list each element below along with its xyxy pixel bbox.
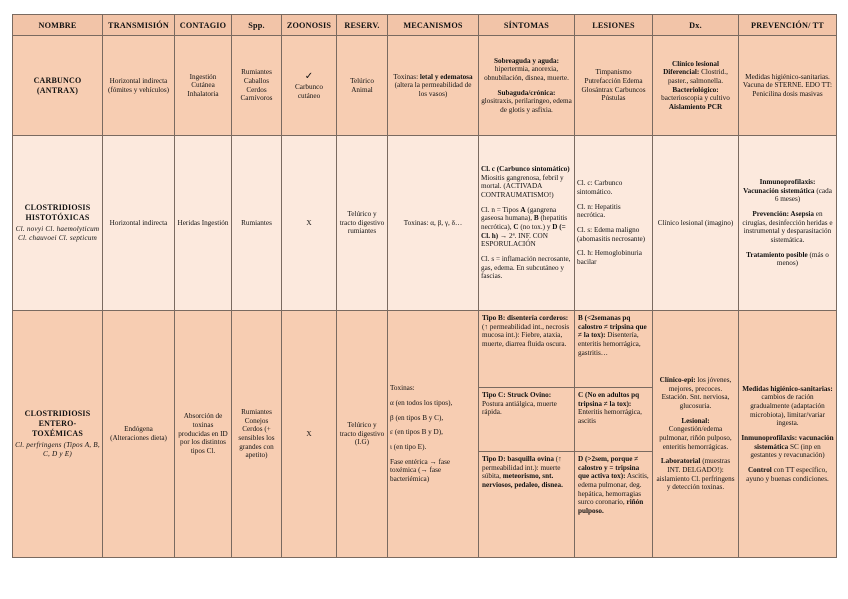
mec-3: β (en tipos B y C), bbox=[390, 413, 444, 422]
cell-sintomas bbox=[479, 36, 575, 136]
cell-transmision: Horizontal indirecta bbox=[103, 136, 175, 311]
cell-sintomas bbox=[479, 311, 575, 558]
sintoma-box-b bbox=[479, 311, 574, 388]
header-prevencion: PREVENCIÓN/ TT bbox=[739, 15, 837, 36]
sintoma-title-2: Subaguda/crónica: bbox=[497, 88, 556, 97]
cell-dx: Clínico lesional (imagino) bbox=[653, 136, 739, 311]
dx-bacter: bacterioscopia y cultivo bbox=[661, 94, 730, 103]
sintoma-text-2: glositraxis, perilaringeo, edema de glotis y asfixia. bbox=[481, 97, 572, 114]
prev-title-1: Medidas higiénico-sanitarias: bbox=[742, 384, 833, 393]
cell-transmision: Horizontal indirecta (fómites y vehículos) bbox=[103, 36, 175, 136]
s2-g: (no tox.) y bbox=[518, 223, 553, 231]
dx-title-1: Clínico-epi: bbox=[659, 376, 696, 385]
cell-dx bbox=[653, 36, 739, 136]
cell-reserv: Telúrico y tracto digestivo (I.G) bbox=[337, 311, 388, 558]
header-transmision: TRANSMISIÓN bbox=[103, 15, 175, 36]
prev-text-3: (más o menos) bbox=[776, 250, 829, 268]
disease-table bbox=[12, 14, 837, 558]
mec-4: ε (en tipos B y D), bbox=[390, 428, 443, 437]
prev-text-1: cambios de ración gradualmente (adaptación microbiota), limitar/variar ingesta. bbox=[749, 393, 826, 428]
cell-mecanismos bbox=[388, 36, 479, 136]
lc-title: C (No en adultos pq tripsina ≠ la tox): bbox=[578, 391, 640, 408]
dx-diferencial: Clostrid., paster., salmonella. bbox=[667, 68, 728, 85]
checkmark-icon: ✓ bbox=[304, 70, 314, 82]
header-dx: Dx. bbox=[653, 15, 739, 36]
mec-6: Fase entérica → fase toxémica (→ fase bacteriémica) bbox=[390, 457, 451, 483]
dx-title-3: Laboratorial bbox=[660, 457, 701, 466]
dx-diferencial-title: Diferencial: bbox=[663, 68, 700, 77]
lesion-3: Cl. s: Edema maligno (abomasitis necrosante) bbox=[577, 226, 646, 243]
name-species: Cl. perfringens (Tipos A, B, C, D y E) bbox=[15, 441, 100, 458]
cell-zoonosis: X bbox=[282, 136, 337, 311]
table-row-enterotoxemicas bbox=[13, 311, 837, 558]
name-title: CLOSTRIDIOSIS ENTERO-TOXÉMICAS bbox=[24, 409, 91, 438]
ld-title-2: riñón pulposo. bbox=[578, 498, 644, 515]
prev-title-3: Control bbox=[747, 465, 772, 474]
mec-1: Toxinas: bbox=[390, 384, 415, 393]
table-row-carbunco bbox=[13, 36, 837, 136]
cell-dx bbox=[653, 311, 739, 558]
lesion-box-c bbox=[575, 388, 652, 452]
cell-prevencion bbox=[739, 311, 837, 558]
cell-zoonosis: X bbox=[282, 311, 337, 558]
cell-contagio: Absorción de toxinas producidas en ID por los distintos tipos Cl. bbox=[175, 311, 232, 558]
lesion-box-b bbox=[575, 311, 652, 388]
sintoma-text-3: Cl. s = inflamación necrosante, gas, edema. En subcutáneo y fascias. bbox=[481, 254, 571, 281]
prev-text-3: con TT específico, ayuno y buenas condiciones. bbox=[746, 465, 829, 483]
cell-lesiones: Timpanismo Putrefacción Edema Glosántrax Carbuncos Pústulas bbox=[575, 36, 653, 136]
s2-h: D (= Cl. h) bbox=[481, 223, 566, 240]
lesion-4: Cl. h: Hemoglobinuria bacilar bbox=[577, 249, 642, 266]
ld-title: D (>2sem, porque ≠ calostro y = tripsina que activa tox): bbox=[578, 455, 640, 481]
sintoma-box-c bbox=[479, 388, 574, 452]
cell-lesiones bbox=[575, 311, 653, 558]
cell-mecanismos bbox=[388, 311, 479, 558]
sintoma-title: Cl. c (Carbunco sintomático) bbox=[481, 165, 570, 174]
sintoma-text: Miositis gangrenosa, febril y mortal. (ACTIVADA CONTRAUMATISMO!) bbox=[481, 173, 564, 200]
cell-contagio: Heridas Ingestión bbox=[175, 136, 232, 311]
prev-text-2: en cirugías, desinfección heridas e instrumental y desparasitación sistemática. bbox=[742, 210, 833, 244]
cell-transmision: Endógena (Alteraciones dieta) bbox=[103, 311, 175, 558]
cell-prevencion bbox=[739, 136, 837, 311]
sb-text: (↑ permeabilidad int., necrosis mucosa int.): Fiebre, ataxia, muerte, diarrea fluida oscura. bbox=[482, 322, 570, 348]
header-nombre: NOMBRE bbox=[13, 15, 103, 36]
sintoma-title: Sobreaguda y aguda: bbox=[494, 56, 559, 65]
sd-title-2: meteorismo, snt. nerviosos, pedaleo, disnea. bbox=[482, 472, 563, 489]
sintoma-text: hipertermia, anorexia, obnubilación, disnea, muerte. bbox=[484, 65, 569, 82]
lc-text: Enteritis hemorrágica, ascitis bbox=[578, 408, 642, 425]
header-reserv: RESERV. bbox=[337, 15, 388, 36]
prev-title-2: Inmunoprofilaxis: vacunación sistemática bbox=[741, 434, 834, 451]
s2-c: (gangrena gaseosa humana), bbox=[481, 205, 557, 223]
s2-i: → 2ª. INF. CON ESPORULACIÓN bbox=[481, 231, 548, 249]
name-title: CLOSTRIDIOSIS HISTOTÓXICAS bbox=[24, 203, 91, 222]
header-lesiones: LESIONES bbox=[575, 15, 653, 36]
sb-title: Tipo B: disentería corderos: bbox=[482, 314, 569, 322]
cell-nombre: CARBUNCO (ANTRAX) bbox=[13, 36, 103, 136]
cell-contagio: Ingestión Cutánea Inhalatoria bbox=[175, 36, 232, 136]
prev-title-2: Prevención: Asepsia bbox=[752, 210, 814, 219]
dx-bacter-title: Bacteriológico: bbox=[672, 85, 719, 94]
header-zoonosis: ZOONOSIS bbox=[282, 15, 337, 36]
cell-prevencion: Medidas higiénico-sanitarias. Vacuna de STERNE. EDO TT: Penicilina dosis masivas bbox=[739, 36, 837, 136]
dx-pcr: Aislamiento PCR bbox=[668, 102, 723, 111]
mec-bold: letal y edematosa bbox=[419, 72, 473, 81]
lesion-2: Cl. n: Hepatitis necrótica. bbox=[577, 202, 621, 220]
header-row bbox=[13, 15, 837, 36]
cell-spp: Rumiantes Caballos Cerdos Carnívoros bbox=[232, 36, 282, 136]
lb-title: B (<2semanas pq calostro ≠ tripsina que ≠ la tox): bbox=[578, 314, 647, 340]
header-contagio: CONTAGIO bbox=[175, 15, 232, 36]
zoonosis-text: Carbunco cutáneo bbox=[295, 82, 323, 100]
prev-text-1: (cada 6 meses) bbox=[774, 186, 832, 204]
mec-text-2: (altera la permeabilidad de los vasos) bbox=[394, 81, 472, 98]
cell-spp: Rumiantes Conejos Cerdos (+ sensibles los grandes con apetito) bbox=[232, 311, 282, 558]
disease-table-sheet bbox=[12, 14, 836, 558]
cell-sintomas bbox=[479, 136, 575, 311]
lesion-1: Cl. c: Carbunco sintomático. bbox=[577, 179, 623, 197]
mec-2: α (en todos los tipos), bbox=[390, 399, 453, 408]
s2-e: (hepatitis necrótica), bbox=[481, 214, 568, 231]
cell-reserv: Telúrico y tracto digestivo rumiantes bbox=[337, 136, 388, 311]
mec-text: Toxinas: bbox=[393, 72, 420, 81]
cell-spp: Rumiantes bbox=[232, 136, 282, 311]
sc-text: Postura antiálgica, muerte rápida. bbox=[482, 399, 557, 417]
s2-f: C bbox=[513, 223, 519, 231]
sd-text: (↑ permeabilidad int.): muerte súbita, bbox=[482, 455, 562, 481]
cell-lesiones bbox=[575, 136, 653, 311]
cell-zoonosis bbox=[282, 36, 337, 136]
sintoma-box-d bbox=[479, 452, 574, 493]
s2-d: B bbox=[533, 214, 539, 223]
cell-mecanismos: Toxinas: α, β, γ, δ… bbox=[388, 136, 479, 311]
sc-title: Tipo C: Struck Ovino: bbox=[482, 391, 552, 399]
cell-nombre bbox=[13, 311, 103, 558]
dx-title: Clínico lesional bbox=[672, 59, 719, 68]
table-row-histotoxicas bbox=[13, 136, 837, 311]
dx-text-1: los jóvenes, mejores, precoces. Estación. Snt. nerviosa, glucosuria. bbox=[661, 376, 732, 411]
sd-title: Tipo D: basquilla ovina bbox=[482, 455, 554, 463]
lb-text: Disentería, enteritis hemorrágica, gastritis… bbox=[578, 331, 641, 357]
dx-text-2: Congestión/edema pulmonar, riñón pulposo, enteritis hemorrágicas. bbox=[659, 425, 732, 451]
prev-text-2: SC (inp en gestantes y revacunación) bbox=[750, 442, 825, 460]
header-spp: Spp. bbox=[232, 15, 282, 36]
mec-5: ι (en tipo E). bbox=[390, 443, 427, 451]
s2-b: A bbox=[520, 205, 526, 214]
dx-text-3: (muestras INT. DELGADO!): aislamiento Cl. perfringens y detección toxinas. bbox=[656, 457, 735, 492]
lesion-box-d bbox=[575, 452, 652, 518]
header-mecanismos: MECANISMOS bbox=[388, 15, 479, 36]
ld-text: Ascitis, edema pulmonar, deg. hepática, hemorragias surco coronario, bbox=[578, 472, 649, 507]
header-sintomas: SÍNTOMAS bbox=[479, 15, 575, 36]
s2-a: Cl. n = Tipos bbox=[481, 205, 521, 214]
dx-title-2: Lesional: bbox=[681, 416, 710, 425]
name-species: Cl. novyi Cl. haemolyticum Cl. chauvoei Cl. septicum bbox=[15, 225, 100, 243]
cell-nombre bbox=[13, 136, 103, 311]
cell-reserv: Telúrico Animal bbox=[337, 36, 388, 136]
prev-title-3: Tratamiento posible bbox=[746, 250, 808, 259]
prev-title-1: Inmunoprofilaxis: Vacunación sistemática bbox=[743, 178, 816, 195]
